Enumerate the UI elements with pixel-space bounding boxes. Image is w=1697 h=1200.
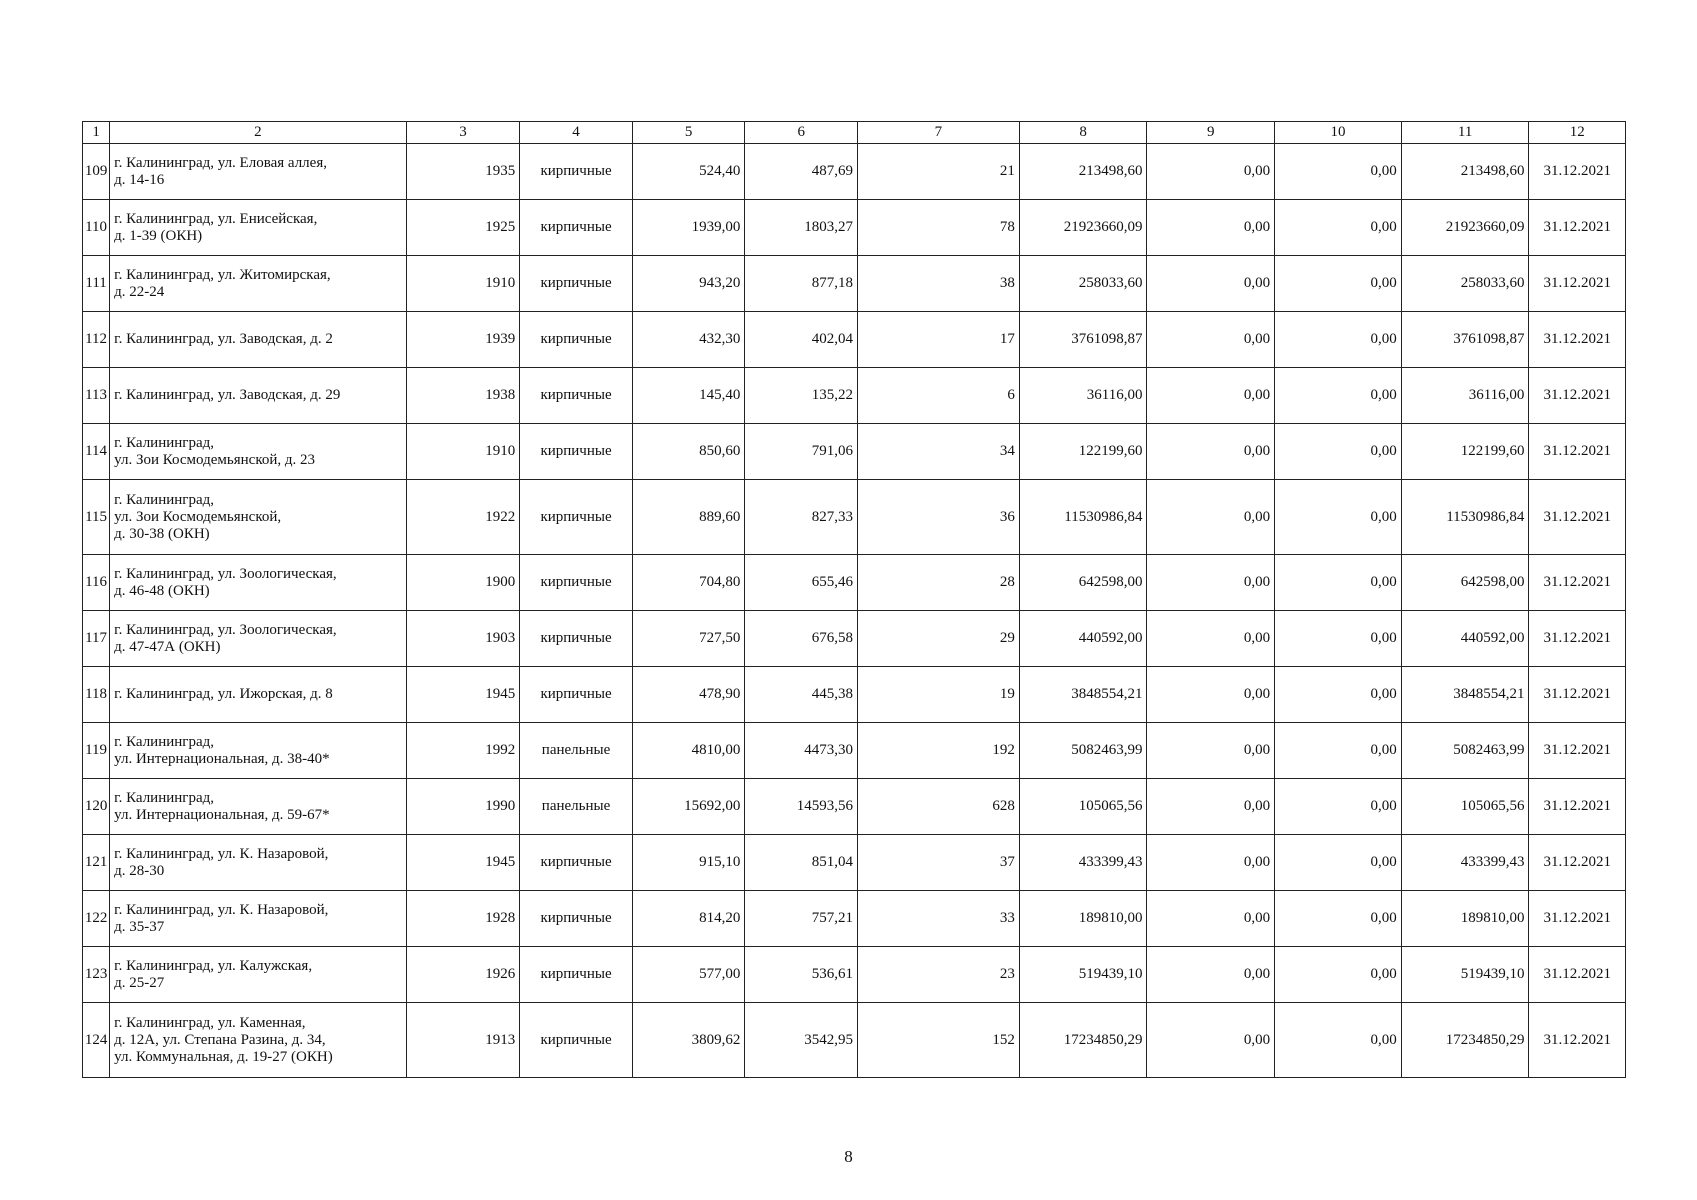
value-cell: 0,00 <box>1275 667 1402 723</box>
year-cell: 1903 <box>406 611 520 667</box>
value-cell: 11530986,84 <box>1019 480 1147 555</box>
date-cell: 31.12.2021 <box>1529 723 1626 779</box>
column-header: 5 <box>632 122 745 144</box>
column-header: 4 <box>520 122 633 144</box>
value-cell: 0,00 <box>1275 368 1402 424</box>
material-cell: кирпичные <box>520 480 633 555</box>
value-cell: 36116,00 <box>1019 368 1147 424</box>
value-cell: 487,69 <box>745 144 858 200</box>
value-cell: 676,58 <box>745 611 858 667</box>
table-row <box>83 480 1626 555</box>
row-number: 110 <box>83 200 110 256</box>
value-cell: 21923660,09 <box>1401 200 1529 256</box>
value-cell: 827,33 <box>745 480 858 555</box>
value-cell: 5082463,99 <box>1019 723 1147 779</box>
row-number: 124 <box>83 1003 110 1078</box>
material-cell: кирпичные <box>520 1003 633 1078</box>
value-cell: 0,00 <box>1275 424 1402 480</box>
column-header: 1 <box>83 122 110 144</box>
value-cell: 0,00 <box>1147 779 1275 835</box>
value-cell: 78 <box>857 200 1019 256</box>
row-number: 118 <box>83 667 110 723</box>
value-cell: 704,80 <box>632 555 745 611</box>
value-cell: 3542,95 <box>745 1003 858 1078</box>
value-cell: 0,00 <box>1147 200 1275 256</box>
value-cell: 258033,60 <box>1019 256 1147 312</box>
date-cell: 31.12.2021 <box>1529 555 1626 611</box>
year-cell: 1945 <box>406 835 520 891</box>
address-cell: г. Калининград, ул. Ижорская, д. 8 <box>110 667 407 723</box>
table-row <box>83 368 1626 424</box>
address-cell: г. Калининград, ул. Интернациональная, д. 59-67* <box>110 779 407 835</box>
row-number: 117 <box>83 611 110 667</box>
value-cell: 0,00 <box>1147 555 1275 611</box>
value-cell: 17 <box>857 312 1019 368</box>
value-cell: 524,40 <box>632 144 745 200</box>
material-cell: кирпичные <box>520 256 633 312</box>
value-cell: 877,18 <box>745 256 858 312</box>
value-cell: 0,00 <box>1275 947 1402 1003</box>
year-cell: 1992 <box>406 723 520 779</box>
value-cell: 0,00 <box>1275 480 1402 555</box>
address-cell: г. Калининград, ул. Енисейская, д. 1-39 (ОКН) <box>110 200 407 256</box>
column-header: 6 <box>745 122 858 144</box>
value-cell: 0,00 <box>1275 312 1402 368</box>
value-cell: 0,00 <box>1275 555 1402 611</box>
address-cell: г. Калининград, ул. Зои Космодемьянской, д. 30-38 (ОКН) <box>110 480 407 555</box>
value-cell: 642598,00 <box>1019 555 1147 611</box>
value-cell: 3848554,21 <box>1019 667 1147 723</box>
table-row <box>83 667 1626 723</box>
date-cell: 31.12.2021 <box>1529 424 1626 480</box>
value-cell: 0,00 <box>1275 200 1402 256</box>
row-number: 121 <box>83 835 110 891</box>
value-cell: 440592,00 <box>1019 611 1147 667</box>
table-row <box>83 611 1626 667</box>
value-cell: 577,00 <box>632 947 745 1003</box>
address-cell: г. Калининград, ул. Зои Космодемьянской, д. 23 <box>110 424 407 480</box>
value-cell: 0,00 <box>1147 667 1275 723</box>
date-cell: 31.12.2021 <box>1529 200 1626 256</box>
value-cell: 1939,00 <box>632 200 745 256</box>
value-cell: 6 <box>857 368 1019 424</box>
row-number: 119 <box>83 723 110 779</box>
address-cell: г. Калининград, ул. К. Назаровой, д. 28-30 <box>110 835 407 891</box>
material-cell: кирпичные <box>520 667 633 723</box>
value-cell: 0,00 <box>1147 424 1275 480</box>
table-row <box>83 1003 1626 1078</box>
value-cell: 0,00 <box>1147 835 1275 891</box>
value-cell: 440592,00 <box>1401 611 1529 667</box>
address-cell: г. Калининград, ул. К. Назаровой, д. 35-37 <box>110 891 407 947</box>
value-cell: 0,00 <box>1275 891 1402 947</box>
material-cell: кирпичные <box>520 424 633 480</box>
value-cell: 258033,60 <box>1401 256 1529 312</box>
value-cell: 0,00 <box>1275 835 1402 891</box>
value-cell: 0,00 <box>1147 480 1275 555</box>
row-number: 111 <box>83 256 110 312</box>
housing-registry-table <box>82 121 1626 1078</box>
value-cell: 0,00 <box>1275 256 1402 312</box>
value-cell: 36 <box>857 480 1019 555</box>
row-number: 114 <box>83 424 110 480</box>
value-cell: 0,00 <box>1147 144 1275 200</box>
column-header: 9 <box>1147 122 1275 144</box>
material-cell: кирпичные <box>520 368 633 424</box>
year-cell: 1945 <box>406 667 520 723</box>
value-cell: 0,00 <box>1275 723 1402 779</box>
column-header: 3 <box>406 122 520 144</box>
value-cell: 11530986,84 <box>1401 480 1529 555</box>
row-number: 123 <box>83 947 110 1003</box>
row-number: 112 <box>83 312 110 368</box>
page-number: 8 <box>844 1147 853 1166</box>
value-cell: 189810,00 <box>1401 891 1529 947</box>
value-cell: 402,04 <box>745 312 858 368</box>
value-cell: 189810,00 <box>1019 891 1147 947</box>
value-cell: 943,20 <box>632 256 745 312</box>
date-cell: 31.12.2021 <box>1529 947 1626 1003</box>
value-cell: 915,10 <box>632 835 745 891</box>
material-cell: кирпичные <box>520 144 633 200</box>
value-cell: 791,06 <box>745 424 858 480</box>
value-cell: 0,00 <box>1275 611 1402 667</box>
table-row <box>83 723 1626 779</box>
value-cell: 433399,43 <box>1019 835 1147 891</box>
column-number-row <box>83 122 1626 144</box>
value-cell: 17234850,29 <box>1019 1003 1147 1078</box>
value-cell: 445,38 <box>745 667 858 723</box>
row-number: 122 <box>83 891 110 947</box>
date-cell: 31.12.2021 <box>1529 256 1626 312</box>
value-cell: 34 <box>857 424 1019 480</box>
value-cell: 519439,10 <box>1401 947 1529 1003</box>
table-row <box>83 256 1626 312</box>
date-cell: 31.12.2021 <box>1529 480 1626 555</box>
value-cell: 642598,00 <box>1401 555 1529 611</box>
address-cell: г. Калининград, ул. Интернациональная, д. 38-40* <box>110 723 407 779</box>
year-cell: 1938 <box>406 368 520 424</box>
value-cell: 145,40 <box>632 368 745 424</box>
year-cell: 1926 <box>406 947 520 1003</box>
value-cell: 14593,56 <box>745 779 858 835</box>
table-row <box>83 144 1626 200</box>
value-cell: 4810,00 <box>632 723 745 779</box>
year-cell: 1928 <box>406 891 520 947</box>
table-row <box>83 555 1626 611</box>
date-cell: 31.12.2021 <box>1529 667 1626 723</box>
value-cell: 21 <box>857 144 1019 200</box>
row-number: 120 <box>83 779 110 835</box>
value-cell: 29 <box>857 611 1019 667</box>
material-cell: кирпичные <box>520 312 633 368</box>
year-cell: 1990 <box>406 779 520 835</box>
value-cell: 432,30 <box>632 312 745 368</box>
value-cell: 5082463,99 <box>1401 723 1529 779</box>
material-cell: кирпичные <box>520 947 633 1003</box>
year-cell: 1939 <box>406 312 520 368</box>
value-cell: 213498,60 <box>1019 144 1147 200</box>
year-cell: 1910 <box>406 256 520 312</box>
value-cell: 192 <box>857 723 1019 779</box>
year-cell: 1935 <box>406 144 520 200</box>
table-row <box>83 779 1626 835</box>
year-cell: 1910 <box>406 424 520 480</box>
value-cell: 15692,00 <box>632 779 745 835</box>
material-cell: кирпичные <box>520 835 633 891</box>
value-cell: 727,50 <box>632 611 745 667</box>
value-cell: 478,90 <box>632 667 745 723</box>
value-cell: 851,04 <box>745 835 858 891</box>
date-cell: 31.12.2021 <box>1529 891 1626 947</box>
date-cell: 31.12.2021 <box>1529 312 1626 368</box>
value-cell: 0,00 <box>1275 1003 1402 1078</box>
year-cell: 1922 <box>406 480 520 555</box>
column-header: 11 <box>1401 122 1529 144</box>
column-header: 8 <box>1019 122 1147 144</box>
column-header: 10 <box>1275 122 1402 144</box>
value-cell: 0,00 <box>1147 891 1275 947</box>
date-cell: 31.12.2021 <box>1529 368 1626 424</box>
value-cell: 0,00 <box>1147 611 1275 667</box>
value-cell: 519439,10 <box>1019 947 1147 1003</box>
value-cell: 0,00 <box>1275 779 1402 835</box>
value-cell: 38 <box>857 256 1019 312</box>
value-cell: 0,00 <box>1147 947 1275 1003</box>
value-cell: 122199,60 <box>1401 424 1529 480</box>
value-cell: 135,22 <box>745 368 858 424</box>
value-cell: 105065,56 <box>1401 779 1529 835</box>
address-cell: г. Калининград, ул. Зоологическая, д. 47-47А (ОКН) <box>110 611 407 667</box>
table-row <box>83 200 1626 256</box>
value-cell: 0,00 <box>1275 144 1402 200</box>
material-cell: кирпичные <box>520 200 633 256</box>
date-cell: 31.12.2021 <box>1529 611 1626 667</box>
table-row <box>83 835 1626 891</box>
value-cell: 0,00 <box>1147 312 1275 368</box>
address-cell: г. Калининград, ул. Заводская, д. 2 <box>110 312 407 368</box>
value-cell: 122199,60 <box>1019 424 1147 480</box>
value-cell: 655,46 <box>745 555 858 611</box>
value-cell: 0,00 <box>1147 368 1275 424</box>
date-cell: 31.12.2021 <box>1529 835 1626 891</box>
year-cell: 1925 <box>406 200 520 256</box>
value-cell: 0,00 <box>1147 723 1275 779</box>
table-row <box>83 891 1626 947</box>
value-cell: 814,20 <box>632 891 745 947</box>
value-cell: 0,00 <box>1147 256 1275 312</box>
row-number: 116 <box>83 555 110 611</box>
year-cell: 1913 <box>406 1003 520 1078</box>
value-cell: 19 <box>857 667 1019 723</box>
row-number: 113 <box>83 368 110 424</box>
address-cell: г. Калининград, ул. Зоологическая, д. 46-48 (ОКН) <box>110 555 407 611</box>
value-cell: 4473,30 <box>745 723 858 779</box>
value-cell: 0,00 <box>1147 1003 1275 1078</box>
value-cell: 3809,62 <box>632 1003 745 1078</box>
value-cell: 1803,27 <box>745 200 858 256</box>
value-cell: 889,60 <box>632 480 745 555</box>
column-header: 7 <box>857 122 1019 144</box>
table-row <box>83 947 1626 1003</box>
value-cell: 17234850,29 <box>1401 1003 1529 1078</box>
row-number: 115 <box>83 480 110 555</box>
value-cell: 3761098,87 <box>1401 312 1529 368</box>
address-cell: г. Калининград, ул. Заводская, д. 29 <box>110 368 407 424</box>
value-cell: 850,60 <box>632 424 745 480</box>
value-cell: 3848554,21 <box>1401 667 1529 723</box>
value-cell: 536,61 <box>745 947 858 1003</box>
value-cell: 3761098,87 <box>1019 312 1147 368</box>
table-body <box>83 144 1626 1078</box>
address-cell: г. Калининград, ул. Калужская, д. 25-27 <box>110 947 407 1003</box>
material-cell: кирпичные <box>520 891 633 947</box>
value-cell: 23 <box>857 947 1019 1003</box>
address-cell: г. Калининград, ул. Еловая аллея, д. 14-16 <box>110 144 407 200</box>
material-cell: панельные <box>520 723 633 779</box>
value-cell: 37 <box>857 835 1019 891</box>
table-row <box>83 424 1626 480</box>
table-row <box>83 312 1626 368</box>
date-cell: 31.12.2021 <box>1529 144 1626 200</box>
column-header: 12 <box>1529 122 1626 144</box>
material-cell: кирпичные <box>520 555 633 611</box>
value-cell: 105065,56 <box>1019 779 1147 835</box>
value-cell: 757,21 <box>745 891 858 947</box>
value-cell: 36116,00 <box>1401 368 1529 424</box>
column-header: 2 <box>110 122 407 144</box>
value-cell: 33 <box>857 891 1019 947</box>
value-cell: 21923660,09 <box>1019 200 1147 256</box>
year-cell: 1900 <box>406 555 520 611</box>
value-cell: 28 <box>857 555 1019 611</box>
date-cell: 31.12.2021 <box>1529 779 1626 835</box>
address-cell: г. Калининград, ул. Житомирская, д. 22-24 <box>110 256 407 312</box>
value-cell: 152 <box>857 1003 1019 1078</box>
material-cell: панельные <box>520 779 633 835</box>
date-cell: 31.12.2021 <box>1529 1003 1626 1078</box>
value-cell: 213498,60 <box>1401 144 1529 200</box>
address-cell: г. Калининград, ул. Каменная, д. 12А, ул. Степана Разина, д. 34, ул. Коммунальная, д. 19-27 (ОКН) <box>110 1003 407 1078</box>
value-cell: 433399,43 <box>1401 835 1529 891</box>
row-number: 109 <box>83 144 110 200</box>
material-cell: кирпичные <box>520 611 633 667</box>
value-cell: 628 <box>857 779 1019 835</box>
